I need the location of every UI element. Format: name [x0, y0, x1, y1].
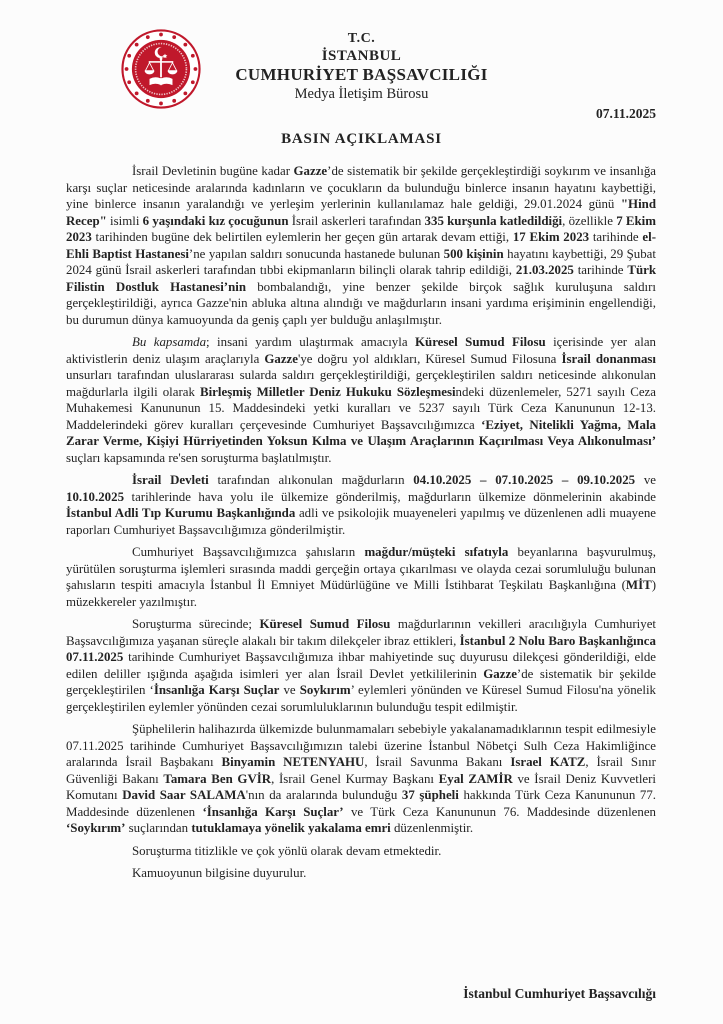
text-run: ) müzekkereler yazılmıştır.	[66, 578, 656, 609]
paragraph	[66, 544, 656, 610]
text-run: 21.03.2025	[515, 263, 574, 277]
document-date: 07.11.2025	[595, 106, 656, 121]
text-run: Tamara Ben GVİR	[163, 771, 272, 786]
text-run: 17 Ekim 2023	[512, 230, 590, 244]
text-run: David Saar SALAMA	[122, 788, 246, 802]
paragraph	[66, 865, 656, 882]
letterhead-bureau: Medya İletişim Bürosu	[294, 86, 429, 103]
text-run: "Hind Recep"	[66, 197, 656, 228]
text-run: tarihlerinde hava yolu ile ülkemize gönderilmiş, mağdurların ülkemize dönmelerinin akabinde	[124, 489, 656, 504]
text-run: ’ne yapılan saldırı sonucunda hastanede bulunan	[188, 246, 444, 261]
text-run: Şüphelilerin halihazırda ülkemizde bulunmamaları sebebiyle yakalanamadıklarının tespit edilmesiyle 07.11.2025 tarihinde Cumhuriyet Başsavcılığımızın talebi üzerine İstanbul Nöbetçi Sulh Ceza Hakimliğince aralarında İsrail Başbakanı	[66, 722, 656, 769]
text-run: , özellikle	[562, 213, 617, 228]
text-run: 6 yaşındaki kız çocuğunun	[142, 213, 289, 228]
text-run: suçları kapsamında re'sen soruşturma başlatılmıştır.	[66, 450, 332, 465]
text-run: ‘İnsanlığa Karşı Suçlar’	[202, 804, 344, 819]
text-run: Bu kapsamda	[132, 335, 207, 349]
text-run: ve	[635, 473, 656, 487]
letterhead	[0, 30, 723, 104]
text-run: hakkında Türk Ceza Kanununun 77. Maddesinde düzenlenen	[66, 788, 657, 819]
text-run: İsrail donanması	[561, 351, 657, 366]
text-run: İsrail Devletinin bugüne kadar	[132, 164, 294, 178]
text-run: Cumhuriyet Başsavcılığımızca şahısların	[132, 545, 365, 559]
text-run: Eyal ZAMİR	[438, 771, 513, 786]
letterhead-city: İSTANBUL	[321, 48, 402, 65]
paragraph	[66, 843, 656, 860]
text-run: Küresel Sumud Filosu	[415, 335, 546, 349]
text-run: Soykırım	[299, 683, 351, 697]
text-run: , İsrail Sınır Güvenliği Bakanı	[66, 755, 656, 786]
text-run: ve	[279, 683, 300, 697]
text-run: İsrail Devleti	[132, 473, 209, 487]
text-run: Binyamin NETENYAHU	[221, 755, 365, 769]
text-run: Türk Filistin Dostluk Hastanesi’nin	[66, 263, 657, 294]
text-run: İstanbul Adli Tıp Kurumu Başkanlığında	[66, 506, 296, 520]
text-run: Gazze	[293, 164, 328, 178]
text-run: Soruşturma titizlikle ve çok yönlü olarak devam etmektedir.	[132, 843, 442, 858]
text-run: İsrail askerleri tarafından	[288, 213, 425, 228]
paragraph	[66, 721, 656, 837]
text-run: mağdur/müşteki sıfatıyla	[364, 545, 509, 559]
text-run: İstanbul 2 Nolu Baro Başkanlığınca	[459, 633, 656, 648]
text-run: ’de sistematik bir şekilde gerçekleştirilen ‘	[66, 666, 657, 697]
text-run: İnsanlığa Karşı Suçlar	[153, 683, 280, 697]
text-run: 7 Ekim 2023	[66, 213, 656, 244]
text-run: 'nın da aralarında bulunduğu	[245, 788, 402, 802]
text-run: düzenlenmiştir.	[390, 821, 474, 835]
text-run: MİT	[625, 578, 652, 592]
text-run: 335 kurşunla katledildiği	[424, 213, 563, 228]
text-run: ve Türk Ceza Kanununun 76. Maddesinde düzenlenen	[343, 804, 656, 819]
text-run: tarihinde Cumhuriyet Başsavcılığımıza ihbar mahiyetinde suç duyurusu dilekçesi gönderildiği, elde edilen deliller ışığında aşağıda isimleri yer alan İsrail Devlet yetkililerinin	[66, 650, 656, 681]
text-run: Küresel Sumud Filosu	[259, 617, 391, 631]
text-run: el-Ehli Baptist Hastanesi	[66, 230, 656, 261]
text-run: Gazze	[483, 666, 517, 681]
text-run: içerisinde yer alan aktivistlerin deniz ulaşım araçlarıyla	[66, 335, 656, 366]
signature: İstanbul Cumhuriyet Başsavcılığı	[463, 986, 656, 1001]
text-run: , İsrail Genel Kurmay Başkanı	[271, 771, 439, 786]
letterhead-tc: T.C.	[347, 31, 376, 46]
paragraph	[66, 163, 656, 328]
text-run: ve İsrail Deniz Kuvvetleri Komutanı	[66, 771, 657, 802]
paragraph	[66, 334, 656, 466]
text-run: tarihinde	[573, 263, 628, 277]
text-run: ’de sistematik bir şekilde gerçekleştirdiği soykırım ve insanlığa karşı suçlar neticesinde aralarında kadınların ve çocukların da bulunduğu binlerce insanın hayatını kaybettiği, yine binlerce insanın yaralandığı ve yerleşim yerlerinin kullanılamaz hale geldiği, 29.01.2024 günü	[66, 164, 656, 211]
paragraph	[66, 616, 656, 715]
text-run: Israel KATZ	[510, 755, 586, 769]
text-run: 37 şüpheli	[401, 788, 459, 802]
letterhead-office: CUMHURİYET BAŞSAVCILIĞI	[235, 65, 488, 85]
text-run: 07.11.2025	[66, 650, 124, 664]
text-run: 10.10.2025	[66, 489, 125, 504]
text-run: Birleşmiş Milletler Deniz Hukuku Sözleşmesi	[199, 384, 456, 399]
text-run: ; insani yardım ulaştırmak amacıyla	[206, 335, 415, 349]
paragraph	[66, 472, 656, 538]
text-run: Kamuoyunun bilgisine duyurulur.	[132, 866, 307, 880]
text-run: mağdurlarının vekilleri aracılığıyla Cumhuriyet Başsavcılığımıza yaşanan süreçle alakalı bir takım dilekçeler ibraz ettikleri,	[66, 617, 656, 648]
text-run: Soruşturma sürecinde;	[132, 617, 260, 631]
text-run: tutuklamaya yönelik yakalama emri	[191, 821, 391, 835]
text-run: 500 kişinin	[443, 246, 504, 261]
text-run: ‘Eziyet, Nitelikli Yağma, Mala Zarar Verme, Kişiyi Hürriyetinden Yoksun Kılma ve Ulaşım Araçlarının Kaçırılması Veya Alıkonulması’	[66, 417, 656, 448]
text-run: tarafından alıkonulan mağdurların	[208, 473, 414, 487]
text-run: unsurları tarafından uluslararası sularda saldırı gerçekleştirildiği, gerçekleştirilen saldırı neticesinde alıkonulan mağdurlarla ilgili olarak	[66, 368, 656, 399]
text-run: isimli	[106, 213, 143, 228]
press-release-title: BASIN AÇIKLAMASI	[281, 131, 442, 147]
text-run: ‘Soykırım’	[66, 821, 126, 835]
text-run: bombalandığı, yine benzer şekilde birçok sağlık kuruluşuna saldırı gerçekleştirildiği, ayrıca Gazze'nin abluka altına alındığı ve mağdurların insani yardıma erişiminin engellendiği, bu durumun dünya kamuoyunda da geniş çaplı yer bulduğu anlaşılmıştır.	[66, 279, 656, 327]
text-run: , İsrail Savunma Bakanı	[364, 755, 511, 769]
text-run: tarihinde	[589, 230, 643, 244]
body-paragraphs	[66, 163, 656, 882]
text-run: adli ve psikolojik muayeneleri yapılmış ve düzenlenen adli muayene raporları Cumhuriyet Başsavcılığımıza gönderilmiştir.	[66, 506, 657, 537]
text-run: ’ eylemleri yönünden ve Küresel Sumud Filosu'na yönelik gerçekleştirilen eylemler yönünden cezai sorumluluklarının bulunduğu tespit edilmiştir.	[66, 683, 657, 714]
text-run: suçlarından	[125, 821, 192, 835]
text-run: beyanlarına başvurulmuş, yürütülen soruşturma işlemleri sırasında maddi gerçeğin ortaya çıkarılması ve olayda cezai sorumluluğu bulunan şahısların tespiti amacıyla İstanbul İl Emniyet Müdürlüğüne ve Milli İstihbarat Teşkilatı Başkanlığına (	[66, 545, 656, 592]
text-run: 04.10.2025 – 07.10.2025 – 09.10.2025	[413, 473, 636, 487]
text-run: 'ye doğru yol aldıkları, Küresel Sumud Filosuna	[298, 351, 562, 366]
text-run: ndeki düzenlemeler, 5271 sayılı Ceza Muhakemesi Kanununun 15. Maddesindeki yetki kuralları ve 5237 sayılı Türk Ceza Kanununun 12-13. Maddelerindeki görev kuralları çerçevesinde Cumhuriyet Başsavcılığımızca	[66, 384, 656, 432]
text-run: hayatını kaybettiği, 29 Şubat 2024 günü İsrail askerleri tarafından tıbbi ekipmanların bilinçli olarak tahrip edildiği,	[66, 246, 656, 277]
text-run: Gazze	[264, 351, 298, 366]
text-run: tarihinden bugüne dek belirtilen eylemlerin her geçen gün artarak devam ettiği,	[91, 230, 513, 244]
